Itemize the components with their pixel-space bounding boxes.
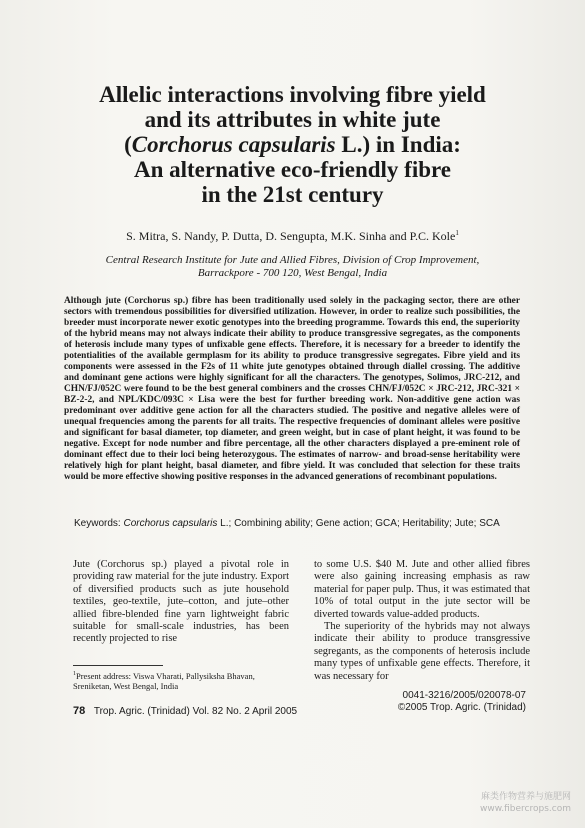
journal-citation: Trop. Agric. (Trinidad) Vol. 82 No. 2 April 2005 [93,706,298,717]
title-line: and its attributes in white jute [144,107,441,132]
footnote-rule [73,665,163,666]
title-line: Allelic interactions involving fibre yield [99,82,486,107]
copyright: ©2005 Trop. Agric. (Trinidad) [397,702,526,713]
page-footer [73,705,297,717]
abstract: Although jute (Corchorus sp.) fibre has been traditionally used solely in the packaging sector, there are other sectors with tremendous possibilities for diversified utilization. However, in order to realize such possibilities, the breeder must incorporate newer exotic genotypes into the breeding programme. Towards this end, the superiority of the hybrid means may not always indicate their ability to produce transgressive segregates, as the components of heterosis include many types of unfixable gene effects. Therefore, it is necessary for a breeder to identify the potentialities of the available germplasm for its ability to produce transgressive segregates. Fibre yield and its components were assessed in the F2s of 11 white jute genotypes obtained through diallel crossing. The additive and dominant gene actions were highly significant for all the characters. The genotypes, Solimos, JRC-212, and CHN/FJ/052C were found to be the best general combiners and the crosses CHN/FJ/052C × JRC-212, JRC-321 × BZ-2-2, and NPL/KDC/093C × Lisa were the best for further breeding work. Non-additive gene action was predominant over additive gene action for all the characters studied. The positive and negative alleles were of unequal frequencies among the parents for all traits. The respective frequencies of dominant alleles were positive and significant for basal diameter, top diameter, and green weight, but in case of plant height, it was found to be negative. Except for node number and fibre percentage, all the other characters displayed a pre-eminent role of dominant effect due to their loci being heterozygous. The estimates of narrow- and broad-sense heritability were relatively high for plant height, basal diameter, and fibre yield. It was concluded that selection for these traits would be more effective showing positive responses in the advanced generations of recombinant populations. [64,296,520,482]
site-watermark: 麻类作物营养与施肥网 www.fibercrops.com [480,792,571,814]
affiliation-marker: 1 [455,229,459,237]
body-paragraph: The superiority of the hybrids may not always indicate their ability to produce transgressive segregants, as the components of heterosis include many types of unfixable gene effects. Therefore, it was necessary for [314,621,530,682]
page-number: 78 [73,705,86,717]
issn-block [340,690,540,714]
body-paragraph: to some U.S. $40 M. Jute and other allied fibres were also gaining increasing emphasis as raw material for paper pulp. Thus, it was estimated that 10% of total output in the jute sector will be diverted towards value-added products. [314,559,530,620]
body-column-right [314,559,530,683]
species-name: Corchorus capsularis [131,132,336,157]
title-line: in the 21st century [201,182,384,207]
title-line: (Corchorus capsularis L.) in India: [124,132,461,157]
issn: 0041-3216/2005/020078-07 [402,690,526,701]
footnote: $^1$Present address: Viswa Vharati, Pallysiksha Bhavan, Sreniketan, West Bengal, India [73,670,255,691]
body-column-left [73,559,289,646]
body-paragraph: Jute (Corchorus sp.) played a pivotal role in providing raw material for the jute industry. Export of diversified products such as jute household textiles, geo-textile, jute–cotton, and jute–other allied fibre-blended fine yarn lightweight fabric suitable for small-scale industries, has been recently projected to rise [73,559,289,645]
author-list: S. Mitra, S. Nandy, P. Dutta, D. Sengupta, M.K. Sinha and P.C. Kole$^1$ [126,229,459,243]
affiliation: Central Research Institute for Jute and Allied Fibres, Division of Crop Improvement, Barrackpore - 700 120, West Bengal, India [105,254,480,279]
keywords: Keywords: Corchorus capsularis L.; Combining ability; Gene action; GCA; Heritability; Jute; SCA [74,518,500,529]
paper-title [40,82,545,207]
title-line: An alternative eco-friendly fibre [133,157,452,182]
